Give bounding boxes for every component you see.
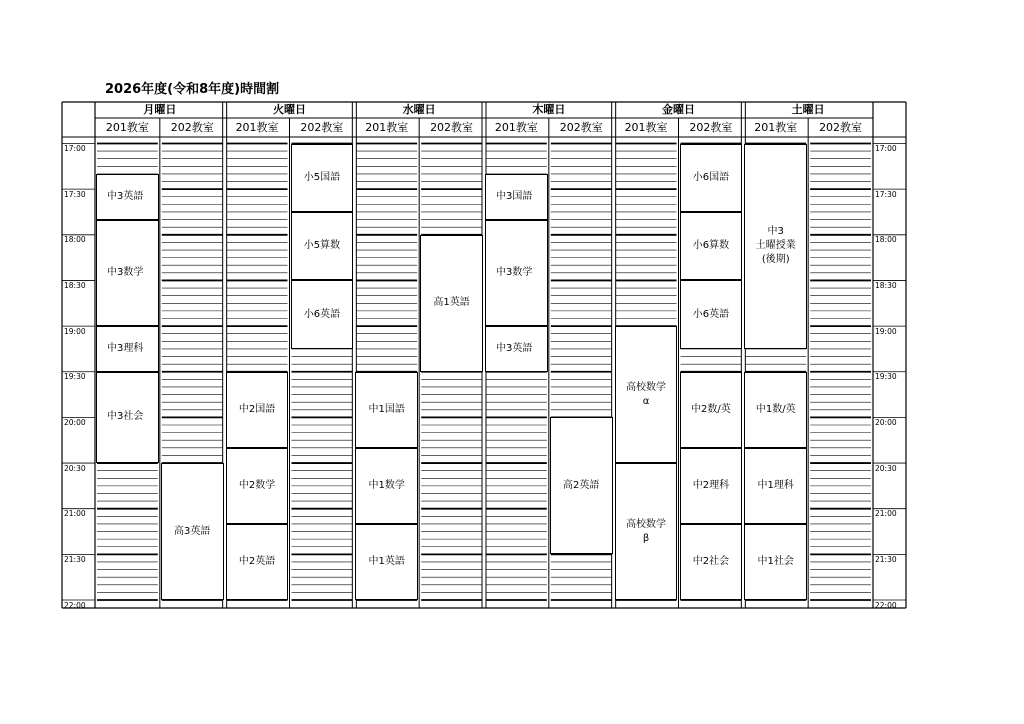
day-header: 金曜日: [661, 103, 695, 116]
lesson-block[interactable]: [226, 524, 289, 600]
lesson-block[interactable]: [680, 212, 743, 280]
room-header: 202教室: [689, 121, 733, 134]
lesson-label: 中3理科: [107, 342, 144, 354]
time-label: 17:30: [64, 189, 86, 199]
lesson-label: 中2数学: [238, 479, 276, 491]
lesson-label: 中2数/英: [691, 403, 731, 415]
lesson-block[interactable]: [680, 372, 743, 448]
lesson-block[interactable]: [485, 174, 548, 220]
room-header: 202教室: [170, 121, 214, 134]
time-label: 19:30: [64, 372, 86, 382]
lesson-label: 中2英語: [238, 555, 276, 567]
lesson-block[interactable]: [485, 220, 548, 327]
lesson-label: 高校数学 α: [626, 381, 667, 407]
lesson-label: 高3英語: [174, 525, 211, 537]
lesson-label: 中2理科: [692, 479, 730, 491]
lesson-block[interactable]: [744, 524, 807, 600]
lesson-block[interactable]: [96, 372, 159, 463]
time-label: 18:00: [875, 235, 897, 245]
lesson-label: 中3英語: [107, 190, 144, 202]
lesson-label: 中3英語: [496, 342, 533, 354]
lesson-label: 小6英語: [303, 308, 341, 320]
room-header: 201教室: [365, 121, 409, 134]
lesson-block[interactable]: [744, 448, 807, 524]
timetable-title: 2026年度(令和8年度)時間割: [105, 82, 280, 97]
time-label: 21:00: [875, 509, 897, 519]
time-label: 20:30: [875, 463, 897, 473]
room-header: 201教室: [105, 121, 149, 134]
lesson-label: 中1数/英: [755, 403, 796, 415]
lesson-label: 中1数学: [368, 479, 405, 491]
lesson-label: 中1英語: [368, 555, 405, 567]
time-label: 20:30: [64, 463, 86, 473]
lesson-label: 中2社会: [692, 555, 730, 567]
lesson-block[interactable]: [96, 220, 159, 327]
day-header: 木曜日: [532, 103, 566, 116]
room-header: 202教室: [300, 121, 344, 134]
lesson-block[interactable]: [226, 372, 289, 448]
lesson-block[interactable]: [291, 212, 354, 280]
lesson-label: 小5国語: [303, 171, 341, 183]
lesson-label: 小5算数: [303, 240, 341, 252]
time-label: 22:00: [64, 600, 86, 610]
time-label: 22:00: [875, 600, 897, 610]
room-header: 201教室: [754, 121, 798, 134]
lesson-label: 中2国語: [238, 403, 276, 415]
lesson-block[interactable]: [291, 280, 354, 348]
lesson-block[interactable]: [355, 448, 418, 524]
room-header: 201教室: [494, 121, 538, 134]
day-header: 月曜日: [143, 103, 177, 116]
lesson-block[interactable]: [96, 326, 159, 372]
lesson-block[interactable]: [355, 524, 418, 600]
time-label: 20:00: [64, 417, 86, 427]
lesson-block[interactable]: [680, 524, 743, 600]
lesson-block[interactable]: [615, 326, 678, 463]
lesson-label: 中3社会: [107, 411, 144, 423]
time-label: 18:30: [64, 280, 86, 290]
time-label: 17:30: [875, 189, 897, 199]
lesson-block[interactable]: [96, 174, 159, 220]
lesson-block[interactable]: [291, 144, 354, 212]
lesson-label: 高1英語: [433, 297, 470, 309]
lesson-label: 中3数学: [496, 266, 533, 278]
lesson-block[interactable]: [420, 235, 483, 372]
lesson-block[interactable]: [680, 280, 743, 348]
lesson-label: 小6国語: [692, 171, 730, 183]
lesson-block[interactable]: [680, 448, 743, 524]
lesson-label: 小6英語: [692, 308, 730, 320]
time-label: 21:30: [64, 554, 86, 564]
time-label: 21:00: [64, 509, 86, 519]
time-label: 17:00: [64, 144, 86, 153]
lesson-block[interactable]: [355, 372, 418, 448]
time-label: 20:00: [875, 417, 897, 427]
day-header: 火曜日: [272, 103, 306, 116]
room-header: 202教室: [559, 121, 603, 134]
day-header: 水曜日: [402, 103, 436, 116]
lesson-block[interactable]: [744, 372, 807, 448]
lesson-label: 中3国語: [496, 190, 533, 202]
lesson-block[interactable]: [744, 144, 807, 349]
lesson-block[interactable]: [226, 448, 289, 524]
lesson-block[interactable]: [550, 417, 613, 554]
room-header: 201教室: [624, 121, 668, 134]
time-label: 19:00: [64, 326, 86, 336]
room-header: 202教室: [819, 121, 863, 134]
lesson-label: 中1国語: [368, 403, 405, 415]
lesson-block[interactable]: [485, 326, 548, 372]
lesson-label: 中1理科: [757, 479, 794, 491]
time-label: 18:00: [64, 235, 86, 245]
room-header: 202教室: [430, 121, 474, 134]
time-label: 21:30: [875, 554, 897, 564]
lesson-block[interactable]: [615, 463, 678, 600]
time-label: 19:30: [875, 372, 897, 382]
time-label: 18:30: [875, 280, 897, 290]
lesson-label: 中1社会: [757, 555, 794, 567]
lesson-label: 高2英語: [563, 479, 600, 491]
time-label: 19:00: [875, 326, 897, 336]
time-label: 17:00: [875, 144, 897, 153]
lesson-block[interactable]: [680, 144, 743, 212]
lesson-label: 高校数学 β: [626, 518, 667, 544]
room-header: 201教室: [235, 121, 279, 134]
lesson-block[interactable]: [161, 463, 224, 600]
lesson-label: 中3数学: [107, 266, 144, 278]
lesson-label: 小6算数: [692, 240, 730, 252]
day-header: 土曜日: [791, 103, 825, 116]
lesson-label: 中3 土曜授業 (後期): [755, 226, 796, 266]
